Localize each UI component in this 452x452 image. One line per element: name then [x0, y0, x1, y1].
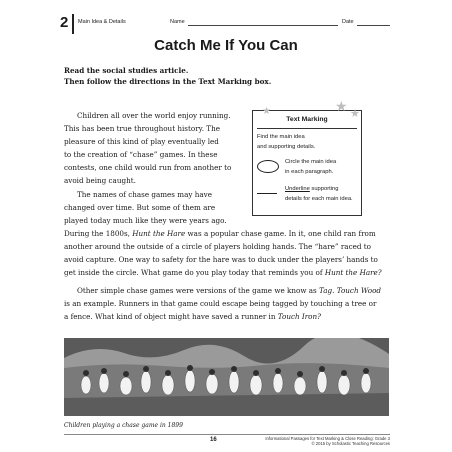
- para2-line: changed over time. But some of them are: [64, 203, 216, 212]
- para3-line: is an example. Runners in that game could escape being tagged by touching a tree or: [64, 299, 377, 308]
- star-icon: ★: [262, 106, 271, 117]
- footer-credits: Informational Passages for Text Marking & Close Reading: Grade 3 © 2015 by Scholastic Teaching Resources: [265, 436, 390, 446]
- underline-instruction: Underline supporting details for each main idea.: [285, 186, 353, 202]
- star-icon: ★: [335, 99, 348, 115]
- para2-full-line: During the 1800s, Hunt the Hare was a popular chase game. In it, one child ran from: [64, 229, 376, 238]
- unit-topic: Main Idea & Details: [78, 19, 126, 25]
- instruction-line: Read the social studies article.: [64, 66, 189, 75]
- date-blank[interactable]: [357, 25, 390, 26]
- text-marking-divider: [257, 128, 357, 129]
- circle-instruction: Circle the main idea in each paragraph.: [285, 159, 337, 175]
- footer-rule: [64, 434, 390, 435]
- text-marking-box: [252, 107, 362, 216]
- para1-line: avoid being caught.: [64, 176, 136, 185]
- page-title: Catch Me If You Can: [154, 37, 298, 54]
- para2-full-line: another around the outside of a circle of players holding hands. The “hare” raced to: [64, 242, 371, 251]
- para2-full-line: avoid capture. One way to safety for the hare was to duck under the players’ hands to: [64, 255, 378, 264]
- date-label: Date: [342, 19, 354, 25]
- circle-mark-icon: [257, 160, 279, 173]
- para2-line: The names of chase games may have: [77, 190, 212, 199]
- para2-line: played today much like they were years ago.: [64, 216, 227, 225]
- instructions: [64, 65, 271, 87]
- historical-photo: [64, 338, 389, 416]
- page-number: 16: [210, 437, 217, 443]
- para1-line: pleasure of this kind of play eventually led: [64, 137, 219, 146]
- instruction-line: Then follow the directions in the Text Marking box.: [64, 77, 272, 86]
- para1-line: Children all over the world enjoy running.: [77, 111, 231, 120]
- text-marking-intro: Find the main idea and supporting details.: [257, 134, 316, 150]
- para1-line: This has been true throughout history. The: [64, 124, 220, 133]
- para3-line: a fence. What kind of object might have saved a runner in Touch Iron?: [64, 312, 321, 321]
- name-blank[interactable]: [188, 25, 338, 26]
- star-icon: ★: [350, 107, 360, 120]
- photo-illustration: [64, 338, 389, 416]
- para2-full-line: get inside the circle. What game do you play today that reminds you of Hunt the Hare?: [64, 268, 382, 277]
- worksheet-header: [60, 14, 390, 34]
- para1-line: to the creation of “chase” games. In these: [64, 150, 218, 159]
- header-divider: [72, 14, 74, 34]
- text-marking-title: Text Marking: [286, 116, 328, 123]
- para1-line: contests, one child would run from another to: [64, 163, 232, 172]
- unit-number: 2: [60, 14, 69, 31]
- para3-line: Other simple chase games were versions of the game we know as Tag. Touch Wood: [77, 286, 382, 295]
- name-label: Name: [170, 19, 185, 25]
- photo-caption: Children playing a chase game in 1899: [64, 422, 183, 429]
- underline-mark-icon: [257, 193, 277, 194]
